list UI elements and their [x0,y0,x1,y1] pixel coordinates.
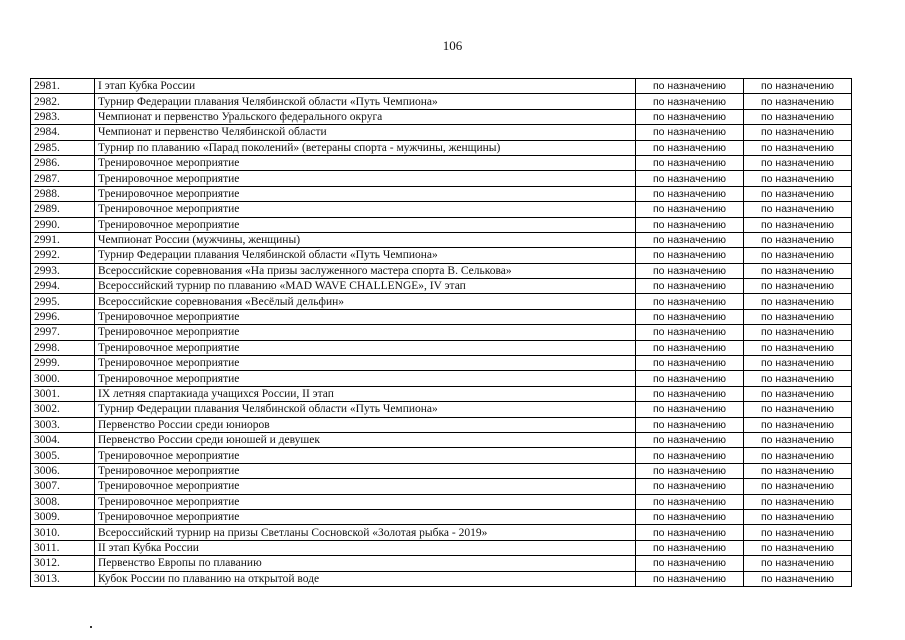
assignment-cell: по назначению [744,140,852,155]
event-name-cell: Тренировочное мероприятие [95,463,636,478]
assignment-cell: по назначению [636,279,744,294]
row-number-cell: 2988. [31,186,95,201]
table-row [31,79,852,94]
assignment-cell: по назначению [636,540,744,555]
table-row [31,186,852,201]
assignment-cell: по назначению [636,155,744,170]
assignment-cell: по назначению [744,340,852,355]
row-number-cell: 2982. [31,94,95,109]
event-name-cell: Тренировочное мероприятие [95,309,636,324]
assignment-cell: по назначению [744,571,852,586]
event-name-cell: Тренировочное мероприятие [95,217,636,232]
assignment-cell: по назначению [636,417,744,432]
event-name-cell: Чемпионат и первенство Уральского федерального округа [95,109,636,124]
event-name-cell: Тренировочное мероприятие [95,494,636,509]
row-number-cell: 2989. [31,202,95,217]
event-name-cell: I этап Кубка России [95,79,636,94]
assignment-cell: по назначению [744,417,852,432]
assignment-cell: по назначению [636,525,744,540]
table-row [31,556,852,571]
assignment-cell: по назначению [744,263,852,278]
assignment-cell: по назначению [636,479,744,494]
table-row [31,525,852,540]
table-row [31,448,852,463]
assignment-cell: по назначению [636,386,744,401]
row-number-cell: 3001. [31,386,95,401]
assignment-cell: по назначению [636,186,744,201]
row-number-cell: 3008. [31,494,95,509]
row-number-cell: 3012. [31,556,95,571]
assignment-cell: по назначению [744,155,852,170]
assignment-cell: по назначению [744,171,852,186]
event-name-cell: Турнир Федерации плавания Челябинской области «Путь Чемпиона» [95,248,636,263]
events-table-body [31,79,852,587]
table-row [31,263,852,278]
table-row [31,155,852,170]
assignment-cell: по назначению [744,79,852,94]
assignment-cell: по назначению [636,79,744,94]
assignment-cell: по назначению [636,248,744,263]
row-number-cell: 3006. [31,463,95,478]
table-row [31,248,852,263]
row-number-cell: 3003. [31,417,95,432]
event-name-cell: Турнир Федерации плавания Челябинской области «Путь Чемпиона» [95,402,636,417]
row-number-cell: 3010. [31,525,95,540]
table-row [31,325,852,340]
assignment-cell: по назначению [636,432,744,447]
assignment-cell: по назначению [636,94,744,109]
event-name-cell: Первенство России среди юниоров [95,417,636,432]
assignment-cell: по назначению [636,294,744,309]
assignment-cell: по назначению [744,525,852,540]
assignment-cell: по назначению [636,509,744,524]
row-number-cell: 3007. [31,479,95,494]
event-name-cell: Тренировочное мероприятие [95,356,636,371]
assignment-cell: по назначению [636,109,744,124]
table-row [31,171,852,186]
table-row [31,463,852,478]
event-name-cell: Тренировочное мероприятие [95,186,636,201]
table-row [31,509,852,524]
assignment-cell: по назначению [744,463,852,478]
table-row [31,202,852,217]
table-row [31,479,852,494]
event-name-cell: Тренировочное мероприятие [95,171,636,186]
row-number-cell: 2990. [31,217,95,232]
row-number-cell: 2995. [31,294,95,309]
assignment-cell: по назначению [636,571,744,586]
row-number-cell: 3013. [31,571,95,586]
assignment-cell: по назначению [636,125,744,140]
table-row [31,94,852,109]
event-name-cell: Тренировочное мероприятие [95,448,636,463]
assignment-cell: по назначению [636,140,744,155]
table-row [31,140,852,155]
assignment-cell: по назначению [636,232,744,247]
table-row [31,232,852,247]
table-row [31,402,852,417]
row-number-cell: 2992. [31,248,95,263]
assignment-cell: по назначению [636,371,744,386]
event-name-cell: Всероссийский турнир по плаванию «MAD WAVE CHALLENGE», IV этап [95,279,636,294]
assignment-cell: по назначению [744,386,852,401]
assignment-cell: по назначению [636,402,744,417]
row-number-cell: 2985. [31,140,95,155]
assignment-cell: по назначению [636,325,744,340]
assignment-cell: по назначению [744,202,852,217]
assignment-cell: по назначению [744,556,852,571]
assignment-cell: по назначению [636,556,744,571]
assignment-cell: по назначению [744,356,852,371]
assignment-cell: по назначению [744,509,852,524]
table-row [31,371,852,386]
row-number-cell: 2981. [31,79,95,94]
assignment-cell: по назначению [636,356,744,371]
assignment-cell: по назначению [744,432,852,447]
row-number-cell: 3011. [31,540,95,555]
assignment-cell: по назначению [636,263,744,278]
assignment-cell: по назначению [744,371,852,386]
event-name-cell: Всероссийские соревнования «Весёлый дельфин» [95,294,636,309]
table-row [31,294,852,309]
row-number-cell: 2993. [31,263,95,278]
table-row [31,540,852,555]
table-row [31,417,852,432]
assignment-cell: по назначению [744,325,852,340]
table-row [31,494,852,509]
assignment-cell: по назначению [636,340,744,355]
event-name-cell: Первенство Европы по плаванию [95,556,636,571]
assignment-cell: по назначению [636,202,744,217]
assignment-cell: по назначению [744,540,852,555]
assignment-cell: по назначению [744,248,852,263]
event-name-cell: Турнир Федерации плавания Челябинской области «Путь Чемпиона» [95,94,636,109]
table-row [31,571,852,586]
table-row [31,356,852,371]
assignment-cell: по назначению [744,309,852,324]
event-name-cell: Тренировочное мероприятие [95,340,636,355]
assignment-cell: по назначению [744,279,852,294]
assignment-cell: по назначению [744,479,852,494]
event-name-cell: Тренировочное мероприятие [95,479,636,494]
event-name-cell: Первенство России среди юношей и девушек [95,432,636,447]
assignment-cell: по назначению [744,217,852,232]
row-number-cell: 3009. [31,509,95,524]
assignment-cell: по назначению [744,402,852,417]
row-number-cell: 2998. [31,340,95,355]
table-row [31,109,852,124]
page-number: 106 [442,38,463,53]
row-number-cell: 2999. [31,356,95,371]
table-row [31,432,852,447]
assignment-cell: по назначению [744,294,852,309]
row-number-cell: 2996. [31,309,95,324]
event-name-cell: Тренировочное мероприятие [95,202,636,217]
event-name-cell: Турнир по плаванию «Парад поколений» (ветераны спорта - мужчины, женщины) [95,140,636,155]
row-number-cell: 2986. [31,155,95,170]
row-number-cell: 2994. [31,279,95,294]
assignment-cell: по назначению [744,494,852,509]
assignment-cell: по назначению [636,217,744,232]
event-name-cell: Тренировочное мероприятие [95,371,636,386]
assignment-cell: по назначению [744,232,852,247]
row-number-cell: 2984. [31,125,95,140]
assignment-cell: по назначению [636,309,744,324]
table-row [31,125,852,140]
event-name-cell: IX летняя спартакиада учащихся России, II этап [95,386,636,401]
assignment-cell: по назначению [744,125,852,140]
table-row [31,309,852,324]
event-name-cell: Всероссийские соревнования «На призы заслуженного мастера спорта В. Селькова» [95,263,636,278]
assignment-cell: по назначению [636,171,744,186]
assignment-cell: по назначению [744,109,852,124]
event-name-cell: Кубок России по плаванию на открытой воде [95,571,636,586]
row-number-cell: 3004. [31,432,95,447]
event-name-cell: Тренировочное мероприятие [95,155,636,170]
assignment-cell: по назначению [636,448,744,463]
table-row [31,279,852,294]
row-number-cell: 2983. [31,109,95,124]
event-name-cell: Тренировочное мероприятие [95,325,636,340]
assignment-cell: по назначению [636,494,744,509]
row-number-cell: 2991. [31,232,95,247]
table-row [31,217,852,232]
table-row [31,386,852,401]
event-name-cell: Тренировочное мероприятие [95,509,636,524]
event-name-cell: II этап Кубка России [95,540,636,555]
events-table [30,78,852,587]
assignment-cell: по назначению [744,186,852,201]
row-number-cell: 2997. [31,325,95,340]
assignment-cell: по назначению [636,463,744,478]
event-name-cell: Чемпионат и первенство Челябинской области [95,125,636,140]
row-number-cell: 2987. [31,171,95,186]
scan-speck [90,626,92,628]
event-name-cell: Всероссийский турнир на призы Светланы Сосновской «Золотая рыбка - 2019» [95,525,636,540]
row-number-cell: 3000. [31,371,95,386]
table-row [31,340,852,355]
assignment-cell: по назначению [744,448,852,463]
row-number-cell: 3002. [31,402,95,417]
row-number-cell: 3005. [31,448,95,463]
assignment-cell: по назначению [744,94,852,109]
event-name-cell: Чемпионат России (мужчины, женщины) [95,232,636,247]
